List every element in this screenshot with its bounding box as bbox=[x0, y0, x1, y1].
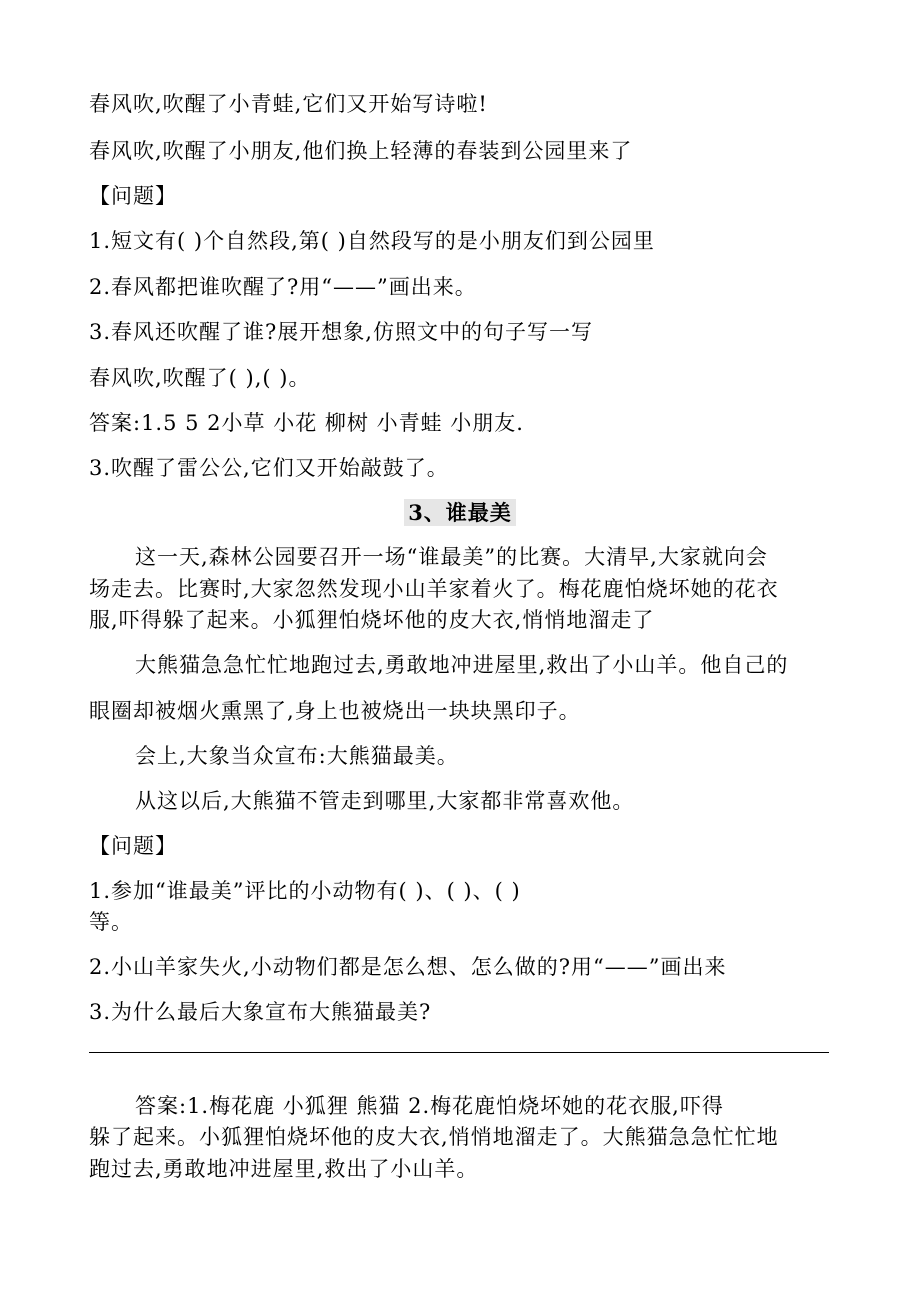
s3-question-2: 2.小山羊家失火,小动物们都是怎么想、怎么做的?用“——”画出来 bbox=[89, 955, 727, 979]
section-title-text: 3、谁最美 bbox=[404, 499, 516, 526]
story-line-6: 会上,大象当众宣布:大熊猫最美。 bbox=[135, 744, 459, 768]
answer-line-2: 3.吹醒了雷公公,它们又开始敲鼓了。 bbox=[89, 456, 449, 480]
section-title bbox=[0, 499, 920, 527]
answer-rule bbox=[89, 1052, 829, 1053]
question-2: 2.春风都把谁吹醒了?用“——”画出来。 bbox=[89, 275, 477, 299]
s3-question-1: 1.参加“谁最美”评比的小动物有( )、( )、( ) bbox=[89, 879, 521, 903]
story-line-4: 大熊猫急急忙忙地跑过去,勇敢地冲进屋里,救出了小山羊。他自己的 bbox=[135, 653, 789, 677]
story-line-5: 眼圈却被烟火熏黑了,身上也被烧出一块块黑印子。 bbox=[89, 699, 581, 723]
poem-line-1: 春风吹,吹醒了小青蛙,它们又开始写诗啦! bbox=[89, 92, 488, 116]
questions-header: 【问题】 bbox=[89, 184, 177, 208]
story-line-1: 这一天,森林公园要召开一场“谁最美”的比赛。大清早,大家就向会 bbox=[135, 545, 768, 569]
s3-answer-line-1: 答案:1.梅花鹿 小狐狸 熊猫 2.梅花鹿怕烧坏她的花衣服,吓得 bbox=[135, 1094, 724, 1118]
answer-line-1: 答案:1.5 5 2小草 小花 柳树 小青蛙 小朋友. bbox=[89, 411, 524, 435]
story-line-7: 从这以后,大熊猫不管走到哪里,大家都非常喜欢他。 bbox=[135, 789, 635, 813]
poem-line-2: 春风吹,吹醒了小朋友,他们换上轻薄的春装到公园里来了 bbox=[89, 139, 633, 163]
question-3: 3.春风还吹醒了谁?展开想象,仿照文中的句子写一写 bbox=[89, 320, 593, 344]
question-1: 1.短文有( )个自然段,第( )自然段写的是小朋友们到公园里 bbox=[89, 229, 655, 253]
questions-header-2: 【问题】 bbox=[89, 834, 177, 858]
s3-question-3: 3.为什么最后大象宣布大熊猫最美? bbox=[89, 1000, 432, 1024]
story-line-3: 服,吓得躲了起来。小狐狸怕烧坏他的皮大衣,悄悄地溜走了 bbox=[89, 608, 655, 632]
story-line-2: 场走去。比赛时,大家忽然发现小山羊家着火了。梅花鹿怕烧坏她的花衣 bbox=[89, 577, 779, 601]
question-3-blank: 春风吹,吹醒了( ),( )。 bbox=[89, 366, 311, 390]
s3-answer-line-2: 躲了起来。小狐狸怕烧坏他的皮大衣,悄悄地溜走了。大熊猫急急忙忙地 bbox=[89, 1125, 779, 1149]
s3-question-1-cont: 等。 bbox=[89, 910, 133, 934]
s3-answer-line-3: 跑过去,勇敢地冲进屋里,救出了小山羊。 bbox=[89, 1157, 479, 1181]
